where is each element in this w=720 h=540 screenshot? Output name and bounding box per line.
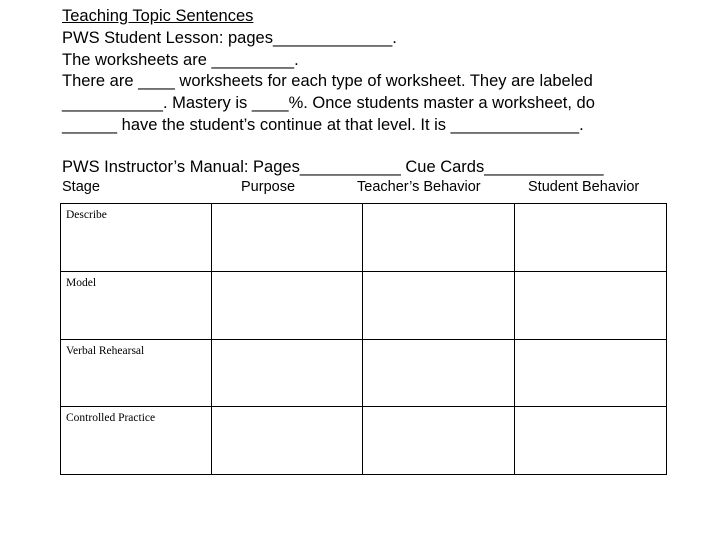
student-behavior-cell[interactable] xyxy=(515,339,667,407)
mastery-line: ___________. Mastery is ____%. Once students master a worksheet, do xyxy=(62,94,595,113)
student-behavior-cell[interactable] xyxy=(515,271,667,339)
student-behavior-cell[interactable] xyxy=(515,407,667,475)
worksheet-count-line: There are ____ worksheets for each type of worksheet. They are labeled xyxy=(62,72,593,91)
column-header-teacher-behavior: Teacher’s Behavior xyxy=(357,179,481,195)
column-header-stage: Stage xyxy=(62,179,100,195)
purpose-cell[interactable] xyxy=(212,407,363,475)
worksheets-line: The worksheets are _________. xyxy=(62,50,299,69)
teacher-behavior-cell[interactable] xyxy=(363,339,515,407)
table-row xyxy=(61,204,667,272)
stage-cell-controlled-practice: Controlled Practice xyxy=(61,407,212,475)
table-row xyxy=(61,339,667,407)
student-lesson-line: PWS Student Lesson: pages_____________. xyxy=(62,28,397,47)
table-row xyxy=(61,407,667,475)
stage-cell-describe: Describe xyxy=(61,204,212,272)
stage-cell-verbal-rehearsal: Verbal Rehearsal xyxy=(61,339,212,407)
page-title: Teaching Topic Sentences xyxy=(62,7,254,25)
table-row xyxy=(61,271,667,339)
purpose-cell[interactable] xyxy=(212,204,363,272)
purpose-cell[interactable] xyxy=(212,339,363,407)
stage-cell-model: Model xyxy=(61,271,212,339)
teacher-behavior-cell[interactable] xyxy=(363,204,515,272)
stages-table xyxy=(60,203,667,475)
teacher-behavior-cell[interactable] xyxy=(363,271,515,339)
teacher-behavior-cell[interactable] xyxy=(363,407,515,475)
column-header-purpose: Purpose xyxy=(241,179,296,195)
continue-level-line: ______ have the student’s continue at that level. It is ______________. xyxy=(62,115,584,134)
purpose-cell[interactable] xyxy=(212,271,363,339)
student-behavior-cell[interactable] xyxy=(515,204,667,272)
column-header-student-behavior: Student Behavior xyxy=(528,179,640,195)
instructor-manual-line: PWS Instructor’s Manual: Pages___________ Cue Cards_____________ xyxy=(62,158,604,176)
worksheet-intro xyxy=(62,6,712,137)
